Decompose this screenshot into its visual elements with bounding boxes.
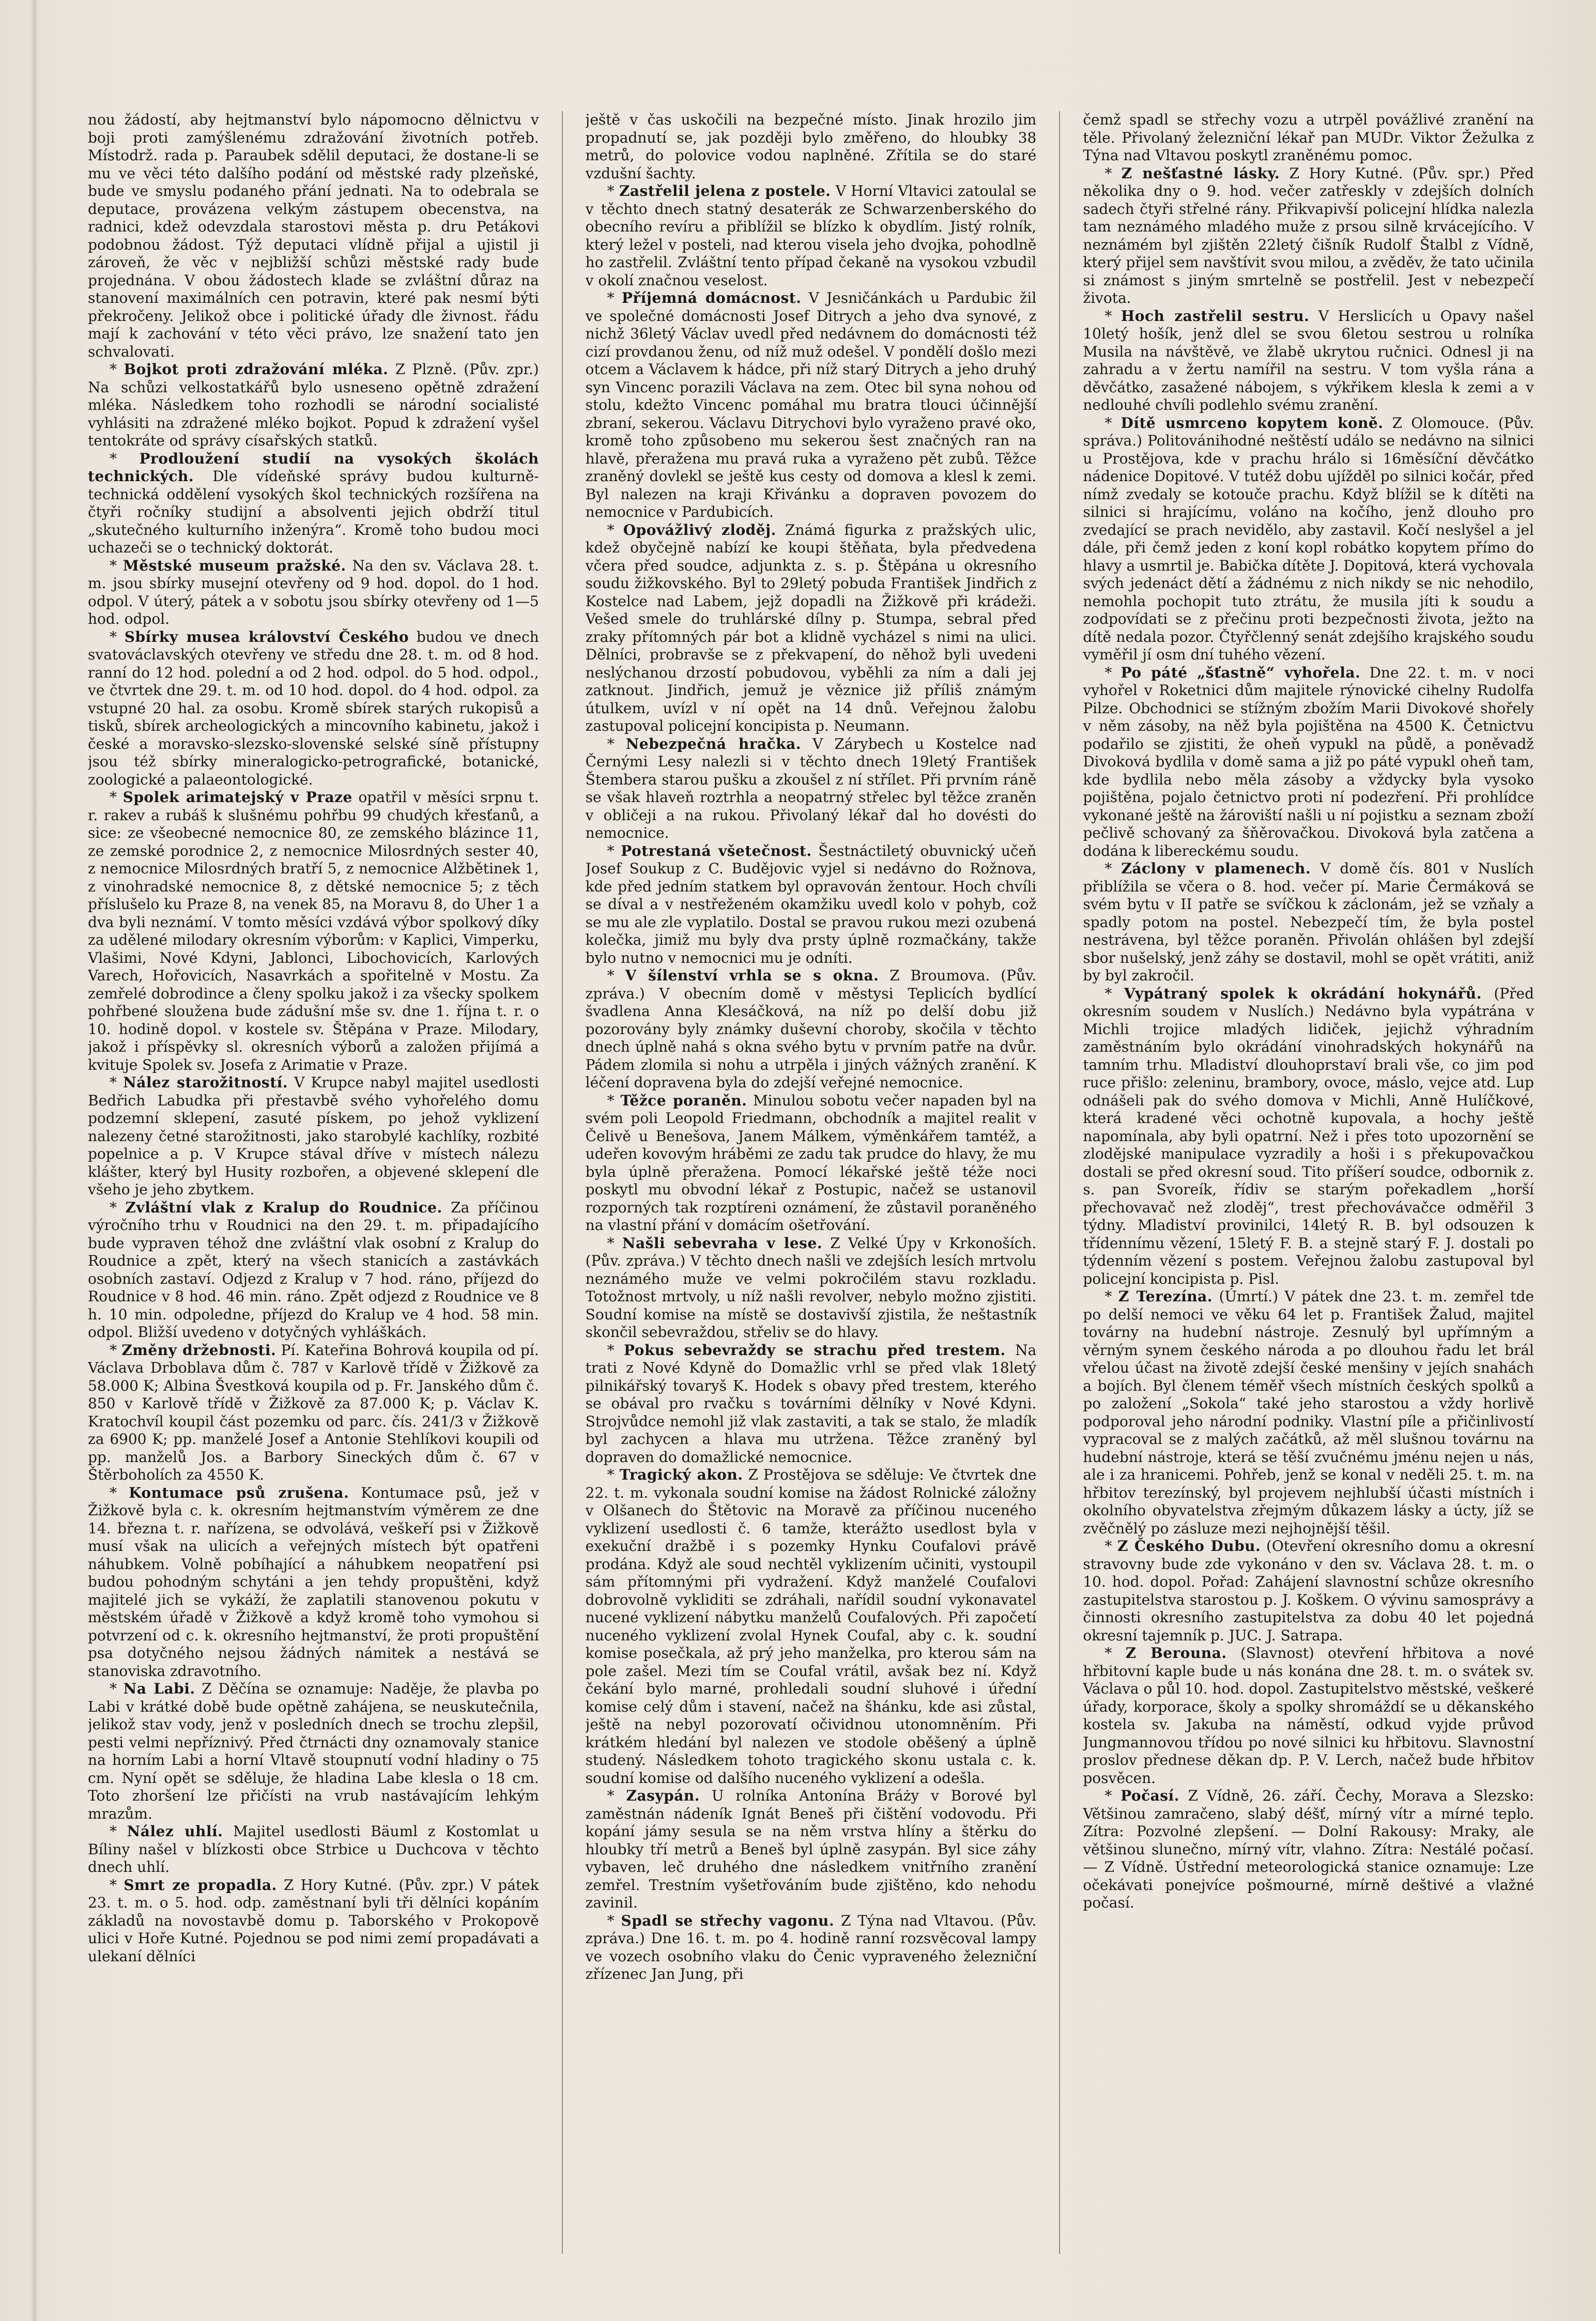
article: * Počasí. Z Vídně, 26. září. Čechy, Morava a Slezsko: Většinou zamračeno, slabý déšť, mírný vítr a mírné teplo. Zítra: Pozvolné zlepšení. — Dolní Rakousy: Mraky, ale většinou slunečno, mírný vítr, vlahno. Zítra: Nestálé počasí. — Z Vídně. Ústřední meteorologická stanice oznamuje: Lze očekávati ponejvíce pošmourné, mírně deštivé a vlažné počasí. xyxy=(1083,1787,1534,1911)
article-body: Kontumace psů, jež v Žižkově byla c. k. okresním hejtmanstvím výměrem ze dne 14. března t. r. nařízena, se odvolává, veškeří psi v Žižkově musí však na ulicích a veřejných místech být opatřeni náhubkem. Volně pobíhající a náhubkem neopatření psi budou pohodným schytáni a jen tehdy propuštěni, když majitelé jich se vykáží, že zaplatili stanovenou pokutu v městském úřadě v Žižkově a když kromě toho vymohou si potvrzení od c. k. okresního hejtmanství, že proti propuštění psa dotyčného nejsou žádných námitek a nestává se stanoviska zdravotního. xyxy=(88,1484,539,1680)
article-body: V domě čís. 801 v Nuslích přiblížila se včera o 8. hod. večer pí. Marie Čermáková se svém bytu v II patře se svíčkou k záclonám, jež se vzňaly a spadly potom na postel. Nebezpečí tím, že byla postel nestrávena, byl těžce poraněn. Přivolán ohlášen byl zdejší sbor nušelský, jenž záhy se dostavil, mohl se opět vrátiti, aniž by byl zakročil. xyxy=(1083,860,1534,984)
article: * Změny držebnosti. Pí. Kateřina Bohrová koupila od pí. Václava Drboblava dům č. 787 v Karlově třídě v Žižkově za 58.000 K; Albina Švestková koupila od p. Fr. Janského dům č. 850 v Karlově třídě v Žižkově za 87.000 K; p. Václav K. Kratochvíl koupil část pozemku od parc. čís. 241/3 v Žižkově za 6900 K; pp. manželé Josef a Antonie Stehlíkovi koupili od pp. manželů Jos. a Barbory Sineckých dům č. 67 v Štěrboholích za 4550 K. xyxy=(88,1341,539,1483)
article-headline: Pokus sebevraždy se strachu před trestem. xyxy=(624,1341,1006,1359)
article-body: Z Broumova. (Pův. zpráva.) V obecním domě v městysi Teplicích bydlící švadlena Anna Klesáčková, na níž po delší dobu již pozorovány byly známky duševní choroby, skočila v těchto dnech úplně nahá s okna svého bytu v prvním patře na dvůr. Pádem zlomila si nohu a utrpěla i jiných vážných zranění. K léčení dopravena byla do zdejší veřejné nemocnice. xyxy=(585,967,1037,1091)
article: * V šílenství vrhla se s okna. Z Broumova. (Pův. zpráva.) V obecním domě v městysi Teplicích bydlící švadlena Anna Klesáčková, na níž po delší dobu již pozorovány byly známky duševní choroby, skočila v těchto dnech úplně nahá s okna svého bytu v prvním patře na dvůr. Pádem zlomila si nohu a utrpěla i jiných vážných zranění. K léčení dopravena byla do zdejší veřejné nemocnice. xyxy=(585,967,1037,1091)
article-body: Za příčinou výročního trhu v Roudnici na den 29. t. m. připadajícího bude vypraven téhož dne zvláštní vlak osobní z Kralup do Roudnice a zpět, který na všech stanicích a zastávkách osobních zastaví. Odjezd z Kralup v 7 hod. ráno, příjezd do Roudnice v 8 hod. 46 min. ráno. Zpět odjezd z Roudnice ve 8 h. 10 min. odpoledne, příjezd do Kralup ve 4 hod. 58 min. odpol. Bližší uvedeno v dotyčných vyhláškách. xyxy=(88,1198,539,1341)
article-body: ještě v čas uskočili na bezpečné místo. Jinak hrozilo jim propadnutí se, jak později bylo změřeno, do hloubky 38 metrů, do polovice vodou naplněné. Zřítila se do staré vzdušní šachty. xyxy=(585,111,1037,182)
article-headline: Nebezpečná hračka. xyxy=(625,735,801,752)
article: * Spadl se střechy vagonu. Z Týna nad Vltavou. (Pův. zpráva.) Dne 16. t. m. po 4. hodině ranní rozsvěcoval lampy ve vozech osobního vlaku do Čenic vypraveného železniční zřízenec Jan Jung, při xyxy=(585,1912,1037,1982)
article-headline: Z Terezína. xyxy=(1118,1288,1213,1305)
article: * Po páté „šťastně“ vyhořela. Dne 22. t. m. v noci vyhořel v Roketnici dům majitele rýnovické cihelny Rudolfa Pilze. Obchodnici se stížným zbožím Marii Divokové shořely v něm zásoby, na něž byla pojištěna na 4500 K. Četnictvu podařilo se zjistiti, že oheň vypukl na půdě, a poněvadž Divoková bydlila v domě sama a již po páté vypukl oheň tam, kde bydlila nebo měla zásoby a vždycky byla vysoko pojištěna, pojalo četnictvo proti ní podezření. Při prohlídce vykonané ještě na žároviští našli u ní pojistku a seznam zboží pečlivě schovaný za šňěrovačkou. Divoková byla zatčena a dodána k libereckému soudu. xyxy=(1083,664,1534,859)
article-headline: Bojkot proti zdražování mléka. xyxy=(124,361,389,378)
article: * Zasypán. U rolníka Antonína Bráży v Borové byl zaměstnán nádeník Ignát Beneš při čištění vodovodu. Při kopání jámy sesula se na něm vrstva hlíny a štěrku do hloubky tří metrů a Beneš byl úplně zasypán. Byl sice záhy vybaven, leč druhého dne následkem vnitřního zranění zemřel. Trestním vyšetřováním bude zjištěno, kdo nehodu zavinil. xyxy=(585,1787,1037,1911)
article: * Tragický akon. Z Prostějova se sděluje: Ve čtvrtek dne 22. t. m. vykonala soudní komise na žádost Rolnické záložny v Olšanech do Štětovic na Moravě za příčinou nuceného vyklizení usedlosti č. 6 tamže, kterážto usedlost byla v exekuční dražbě i s pozemky Hynku Coufalovi právě prodána. Když ale soud nechtěl vyklizením učiniti, vystoupil sám přítomnými při vydražení. Když manželé Coufalovi dobrovolně vykliditi se zdráhali, nařídil soudní vykonavatel nucené vyklizení nábytku manželů Coufalových. Při započetí nuceného vyklizení zvolal Hynek Coufal, aby c. k. soudní komise posečkala, až prý jeho manželka, pro kterou sám na pole zašel. Mezi tím se Coufal vrátil, avšak bez ní. Když čekání bylo marné, prohledali soudní sluhové i úřední komise celý dům i stavení, načež na šhánku, kde asi zůstal, ještě na nebyl pozorovatí očividnou utonomněním. Při krátkém hledání byl nalezen ve stodole oběšený a úplně studený. Následkem tohoto tragického skonu ustala c. k. soudní komise od dalšího nuceného vyklizení a odešla. xyxy=(585,1466,1037,1787)
column-rule xyxy=(562,111,563,2254)
article-headline: Po páté „šťastně“ vyhořela. xyxy=(1121,664,1361,681)
article: * Hoch zastřelil sestru. V Herslicích u Opavy našel 10letý hošík, jenž dlel se svou 6letou sestrou u rolníka Musila na návštěvě, ve žlabě ukrytou ručnici. Odnesl ji na zahradu a v žertu namířil na sestru. V tom vyšla rána a děvčátko, zasažené nábojem, s výkřikem klesla k zemi a v nedlouhé chvíli podlehlo svému zranění. xyxy=(1083,307,1534,413)
article-body: Pí. Kateřina Bohrová koupila od pí. Václava Drboblava dům č. 787 v Karlově třídě v Žižkově za 58.000 K; Albina Švestková koupila od p. Fr. Janského dům č. 850 v Karlově třídě v Žižkově za 87.000 K; p. Václav K. Kratochvíl koupil část pozemku od parc. čís. 241/3 v Žižkově za 6900 K; pp. manželé Josef a Antonie Stehlíkovi koupili od pp. manželů Jos. a Barbory Sineckých dům č. 67 v Štěrboholích za 4550 K. xyxy=(88,1341,539,1483)
article-body: Minulou sobotu večer napaden byl na svém poli Leopold Friedmann, obchodník a majitel realit v Čelivě u Benešova, Janem Málkem, výměnkářem tamtéž, a udeřen kovovým hráběmi ze zadu tak prudce do hlavy, že mu byla úplně přeražena. Pomocí lékařské ještě téže noci poskytl mu obvodní lékař z Postupic, načež se ustanovil rozporných tak rozptíreni oznámení, že zůstavil poraněného na vlastní přání v domácím ošetřování. xyxy=(585,1092,1037,1234)
article-headline: Vypátraný spolek k okrádání hokynářů. xyxy=(1124,985,1482,1002)
article-body: Známá figurka z pražských ulic, kdež obyčejně nabízí ke koupi štěňata, byla předvedena včera před soudce, adjunkta z. s. p. Štěpána u okresního soudu žižkovského. Byl to 29letý pobuda František Jindřich z Kostelce nad Labem, jejž dopadli na Žižkově při krádeži. Vešed smele do truhlárské dílny p. Stumpa, sebral před zraky přítomných pár bot a klidně vycházel s nimi na ulici. Dělníci, probravše se z překvapení, do něhož byli uvedeni neslýchanou drzostí pobudovou, vyběhli za ním a dali jej zatknout. Jindřich, jemuž je věznice již příliš známým útulkem, uvízl v ní opět na 14 dnů. Veřejnou žalobu zastupoval policejní koncipista p. Neumann. xyxy=(585,521,1037,734)
article-body: Dle vídeňské správy budou kulturně-technická oddělení vysokých škol technických rozšířena na čtyři ročníky studijní a absolventi jejich obdrží titul „skutečného kulturního inženýra“. Kromě toho budou moci uchazeči se o technický doktorát. xyxy=(88,468,539,556)
column-2 xyxy=(586,111,1037,2254)
article xyxy=(1083,111,1534,165)
article-body: V Krupce nabyl majitel usedlosti Bedřich Labudka při přestavbě svého vyhořelého domu podzemní sklepení, zasuté pískem, po jehož vyklizení nalezeny četné starožitnosti, jako starobylé kachlíky, rozbité popelnice a p. V Krupce stával dříve v místech nálezu klášter, který byl Husity rozbořen, a objevené sklepení dle všeho je jeho zbytkem. xyxy=(88,1074,539,1198)
article-headline: Zvláštní vlak z Kralup do Roudnice. xyxy=(125,1198,442,1216)
article-headline: Hoch zastřelil sestru. xyxy=(1121,307,1310,325)
article: * Nález uhlí. Majitel usedlosti Bäuml z Kostomlat u Bíliny našel v blízkosti obce Strbice u Duchcova v těchto dnech uhlí. xyxy=(88,1823,539,1876)
article-headline: Prodloužení studií na vysokých školách technických. xyxy=(88,450,539,485)
article-headline: Z Českého Dubu. xyxy=(1117,1538,1261,1555)
text-columns xyxy=(88,111,1534,2254)
column-1 xyxy=(88,111,539,2254)
column-3 xyxy=(1083,111,1534,2254)
article-body: Z Velké Úpy v Krkonoších. (Pův. zpráva.) V těchto dnech našli ve zdejších lesích mrtvolu neznámého muže ve velmi pokročilém stavu rozkladu. Totožnost mrtvoly, u níž našli revolver, nebylo možno zjistiti. Soudní komise na místě se dostavivší zjistila, že neštastník skončil sebevraždou, střeliv se do hlavy. xyxy=(585,1234,1037,1341)
article-headline: Opovážlivý zloděj. xyxy=(623,521,776,539)
article-headline: Z nešťastné lásky. xyxy=(1121,164,1280,182)
article: * Z Terezína. (Úmrtí.) V pátek dne 23. t. m. zemřel tde po delší nemoci ve věku 64 let p. František Žalud, majitel továrny na hudební nástroje. Zesnulý byl upřímným a věrným synem českého národa a po dlouhou řadu let brál vřelou účast na životě zdejší české menšiny v jejích snahách a bojích. Byl členem téměř všech místních českých spolků a po založení „Sokola“ také jeho starostou a vždy horlivě podporoval jeho národní podniky. Vlastní píle a přičinlivostí vypracoval se z malých začátků, až měl slušnou továrnu na hudební nástroje, která se těší zvučnému jménu nejen u nás, ale i za hranicemi. Pohřeb, jenž se konal v neděli 25. t. m. na hřbitov terezínský, byl projevem nejhlubší účasti místních i okolního obyvatelstva zřejmým důkazem lásky a úcty, jíž se zvěčnělý po zásluze mezi nejhojnější těšil. xyxy=(1083,1288,1534,1537)
article-body: čemž spadl se střechy vozu a utrpěl povážlivé zranění na těle. Přivolaný železniční lékař pan MUDr. Viktor Žežulka z Týna nad Vltavou poskytl zraněnému pomoc. xyxy=(1083,111,1534,164)
article-body: Na trati z Nové Kdyně do Domažlic vrhl se před vlak 18letý pilnikářský tovaryš K. Hodek s obavy před trestem, kterého se obával pro rvačku s továrními dělníky v Nové Kdyni. Strojvůdce nemohl již vlak zastaviti, a tak se stalo, že mladík byl zachycen a hlava mu utržena. Těžce zraněný byl dopraven do domažlické nemocnice. xyxy=(585,1341,1037,1466)
article-headline: Těžce poraněn. xyxy=(620,1092,747,1109)
article xyxy=(586,111,1037,182)
article xyxy=(88,111,539,361)
article-body: U rolníka Antonína Bráży v Borové byl zaměstnán nádeník Ignát Beneš při čištění vodovodu. Při kopání jámy sesula se na něm vrstva hlíny a štěrku do hloubky tří metrů a Beneš byl úplně zasypán. Byl sice záhy vybaven, leč druhého dne následkem vnitřního zranění zemřel. Trestním vyšetřováním bude zjištěno, kdo nehodu zavinil. xyxy=(585,1787,1037,1911)
article-body: (Otevření okresního domu a okresní stravovny bude zde vykonáno v den sv. Václava 28. t. m. o 10. hod. dopol. Pořad: Zahájení slavnostní schůze okresního zastupitelstva starostou p. J. Koškem. O vývinu samosprávy a činnosti okresního zastupitelstva za dobu 40 let pojedná okresní tajemník p. JUC. J. Satrapa. xyxy=(1083,1538,1534,1644)
article-headline: Změny držebnosti. xyxy=(121,1341,277,1359)
article-body: (Úmrtí.) V pátek dne 23. t. m. zemřel tde po delší nemoci ve věku 64 let p. František Žalud, majitel továrny na hudební nástroje. Zesnulý byl upřímným a věrným synem českého národa a po dlouhou řadu let brál vřelou účast na životě zdejší české menšiny v jejích snahách a bojích. Byl členem téměř všech místních českých spolků a po založení „Sokola“ také jeho starostou a vždy horlivě podporoval jeho národní podniky. Vlastní píle a přičinlivostí vypracoval se z malých začátků, až měl slušnou továrnu na hudební nástroje, která se těší zvučnému jménu nejen u nás, ale i za hranicemi. Pohřeb, jenž se konal v neděli 25. t. m. na hřbitov terezínský, byl projevem nejhlubší účasti místních i okolního obyvatelstva zřejmým důkazem lásky a úcty, jíž se zvěčnělý po zásluze mezi nejhojnější těšil. xyxy=(1083,1288,1534,1537)
article: * Spolek arimatejský v Praze opatřil v měsíci srpnu t. r. rakev a rubáš k slušnému pohřbu 99 chudých křesťanů, a sice: ze všeobecné nemocnice 80, ze zemského blázince 11, ze zemské porodnice 2, z nemocnice Milosrdných sester 40, z nemocnice Milosrdných bratří 5, z nemocnice Alžbětinek 1, z vinohradské nemocnice 8, z dětské nemocnice 5; z těch příslušelo ku Praze 8, na venek 85, na Moravu 8, do Uher 1 a dva byli neznámí. V tomto měsíci vzdává výbor spolkový díky za udělené milodary okresním výborům: v Kaplici, Vimperku, Vlašimi, Nové Kdyni, Jablonci, Libochovicích, Karlových Varech, Hořovicích, Nasavrkách a spořitelně v Mostu. Za zemřelé dobrodince a členy spolku jakož i za všecky spolkem pohřbené sloužena bude zádušní mše sv. dne 1. října t. r. o 10. hodině dopol. v kostele sv. Štěpána v Praze. Milodary, jakož i příspěvky sl. okresních výborů a založen přijímá a kvituje Spolek sv. Josefa z Arimatie v Praze. xyxy=(88,789,539,1073)
article-body: Z Hory Kutné. (Pův. spr.) Před několika dny o 9. hod. večer zatřeskly v zdejších dolních sadech čtyři střelné rány. Přikvapivší policejní hlídka nalezla tam neznámého mladého muže z prsou silně krvácejícího. V neznámém byl zjištěn 22letý čišník Rudolf Štalbl z Vídně, který přijel sem navštívit svou milou, a zvěděv, že tato učinila si známost s jiným smrtelně se postřelil. Jest v nebezpečí života. xyxy=(1083,164,1534,306)
article-body: Z Děčína se oznamuje: Naděje, že plavba po Labi v krátké době bude opětně zahájena, se neuskutečnila, jelikož stav vody, jenž v posledních dnech se trochu zlepšil, pesti velmi nepříznivý. Před čtrnácti dny oznamovaly stanice na horním Labi a horní Vltavě stoupnutí vodní hladiny o 75 cm. Nyní opět se sděluje, že hladina Labe klesla o 18 cm. Toto zhoršení lze přičísti na vrub nastávajícím lehkým mrazům. xyxy=(88,1680,539,1822)
article-body: Z Prostějova se sděluje: Ve čtvrtek dne 22. t. m. vykonala soudní komise na žádost Rolnické záložny v Olšanech do Štětovic na Moravě za příčinou nuceného vyklizení usedlosti č. 6 tamže, kterážto usedlost byla v exekuční dražbě i s pozemky Hynku Coufalovi právě prodána. Když ale soud nechtěl vyklizením učiniti, vystoupil sám přítomnými při vydražení. Když manželé Coufalovi dobrovolně vykliditi se zdráhali, nařídil soudní vykonavatel nucené vyklizení nábytku manželů Coufalových. Při započetí nuceného vyklizení zvolal Hynek Coufal, aby c. k. soudní komise posečkala, až prý jeho manželka, pro kterou sám na pole zašel. Mezi tím se Coufal vrátil, avšak bez ní. Když čekání bylo marné, prohledali soudní sluhové i úřední komise celý dům i stavení, načež na šhánku, kde asi zůstal, ještě na nebyl pozorovatí očividnou utonomněním. Při krátkém hledání byl nalezen ve stodole oběšený a úplně studený. Následkem tohoto tragického skonu ustala c. k. soudní komise od dalšího nuceného vyklizení a odešla. xyxy=(585,1466,1037,1787)
article: * Potrestaná všetečnost. Šestnáctiletý obuvnický učeň Josef Soukup z C. Budějovic vyjel si nedávno do Rožnova, kde před jedním statkem byl opravován žentour. Hoch chvíli se díval a v nestřeženém okamžiku uvedl kolo v pohyb, což se mu ale zle vyplatilo. Dostal se pravou rukou mezi ozubená kolečka, jimiž mu byly dva prsty úplně rozmačkány, takže bylo nutno v nemocnici mu je odníti. xyxy=(585,842,1037,966)
article-headline: V šílenství vrhla se s okna. xyxy=(625,967,879,984)
article-body: opatřil v měsíci srpnu t. r. rakev a rubáš k slušnému pohřbu 99 chudých křesťanů, a sice: ze všeobecné nemocnice 80, ze zemského blázince 11, ze zemské porodnice 2, z nemocnice Milosrdných sester 40, z nemocnice Milosrdných bratří 5, z nemocnice Alžbětinek 1, z vinohradské nemocnice 8, z dětské nemocnice 5; z těch příslušelo ku Praze 8, na venek 85, na Moravu 8, do Uher 1 a dva byli neznámí. V tomto měsíci vzdává výbor spolkový díky za udělené milodary okresním výborům: v Kaplici, Vimperku, Vlašimi, Nové Kdyni, Jablonci, Libochovicích, Karlových Varech, Hořovicích, Nasavrkách a spořitelně v Mostu. Za zemřelé dobrodince a členy spolku jakož i za všecky spolkem pohřbené sloužena bude zádušní mše sv. dne 1. října t. r. o 10. hodině dopol. v kostele sv. Štěpána v Praze. Milodary, jakož i příspěvky sl. okresních výborů a založen přijímá a kvituje Spolek sv. Josefa z Arimatie v Praze. xyxy=(88,789,539,1073)
article-body: budou ve dnech svatováclavských otevřeny ve středu dne 28. t. m. od 8 hod. ranní do 12 hod. polední a od 2 hod. odpol. do 5 hod. odpol., ve čtvrtek dne 29. t. m. od 10 hod. dopol. do 4 hod. odpol. za vstupné 20 hal. za osobu. Kromě sbírek starých rukopisů a tisků, sbírek archeologických a mincovního kabinetu, jakož i české a moravsko-slezsko-slovenské selské síně přístupny jsou též sbírky mineralogicko-petrografické, botanické, zoologické a palaeontologické. xyxy=(88,628,539,788)
article: * Kontumace psů zrušena. Kontumace psů, jež v Žižkově byla c. k. okresním hejtmanstvím výměrem ze dne 14. března t. r. nařízena, se odvolává, veškeří psi v Žižkově musí však na ulicích a veřejných místech být opatřeni náhubkem. Volně pobíhající a náhubkem neopatření psi budou pohodným schytáni a jen tehdy propuštěni, když majitelé jich se vykáží, že zaplatili stanovenou pokutu v městském úřadě v Žižkově a když kromě toho vymohou si potvrzení od c. k. okresního hejtmanství, že proti propuštění psa dotyčného nejsou žádných námitek a nestává se stanoviska zdravotního. xyxy=(88,1484,539,1680)
article-body: (Před okresním soudem v Nuslích.) Nedávno byla vypátrána v Michli trojice mladých lidiček, jejichž výhradním zaměstnáním bylo okrádání vinohradských hokynářů na tamním trhu. Mladiství dlouhoprstaví brali vše, co jim pod ruce přišlo: zeleninu, brambory, ovoce, máslo, vejce atd. Lup odnášeli pak do svého domova v Michli, Anně Hulíčkové, která kradené věci ochotně kupovala, a hochy ještě napomínala, aby byli opatrní. Než i přes toto upozornění se zlodějské manipulace vyzradily a hoši i s překupovačkou dostali se před okresní soud. Tito příšerí soudce, odbornik z. s. pan Svoreík, řídiv se starým pořekadlem „horší přechovavač než zloděj“, trest přechovávačce odměřil 3 týdny. Mladiství provinilci, 14letý R. B. byl odsouzen k třídennímu vězení, 15letý F. B. a stejně starý F. J. dostali po týdenním vězení s postem. Veřejnou žalobu zastupoval byl policejní koncipista p. Pisl. xyxy=(1083,985,1534,1287)
article: * Prodloužení studií na vysokých školách technických. Dle vídeňské správy budou kulturně-technická oddělení vysokých škol technických rozšířena na čtyři ročníky studijní a absolventi jejich obdrží titul „skutečného kulturního inženýra“. Kromě toho budou moci uchazeči se o technický doktorát. xyxy=(88,450,539,556)
article-headline: Záclony v plamenech. xyxy=(1121,860,1311,877)
article-body: Z Týna nad Vltavou. (Pův. zpráva.) Dne 16. t. m. po 4. hodině ranní rozsvěcoval lampy ve vozech osobního vlaku do Čenic vypraveného železniční zřízenec Jan Jung, při xyxy=(585,1912,1037,1982)
article: * Nebezpečná hračka. V Zárybech u Kostelce nad Černými Lesy nalezli si v těchto dnech 19letý František Štembera starou pušku a zkoušel z ní střílet. Při prvním ráně se však hlaveň roztrhla a neopatrný střelec byl těžce zraněn v obličeji a na rukou. Přivolaný lékař dal ho dovésti do nemocnice. xyxy=(585,735,1037,841)
article-headline: Z Berouna. xyxy=(1125,1644,1227,1662)
article-body: Z Vídně, 26. září. Čechy, Morava a Slezsko: Většinou zamračeno, slabý déšť, mírný vítr a mírné teplo. Zítra: Pozvolné zlepšení. — Dolní Rakousy: Mraky, ale většinou slunečno, mírný vítr, vlahno. Zítra: Nestálé počasí. — Z Vídně. Ústřední meteorologická stanice oznamuje: Lze očekávati ponejvíce pošmourné, mírně deštivé a vlažné počasí. xyxy=(1083,1787,1534,1911)
article-body: Šestnáctiletý obuvnický učeň Josef Soukup z C. Budějovic vyjel si nedávno do Rožnova, kde před jedním statkem byl opravován žentour. Hoch chvíli se díval a v nestřeženém okamžiku uvedl kolo v pohyb, což se mu ale zle vyplatilo. Dostal se pravou rukou mezi ozubená kolečka, jimiž mu byly dva prsty úplně rozmačkány, takže bylo nutno v nemocnici mu je odníti. xyxy=(585,842,1037,966)
article-body: V Horní Vltavici zatoulal se v těchto dnech statný desaterák ze Schwarzenberského do obecního revíru a přiblížil se blízko k obydlím. Jistý rolník, který ležel v posteli, nad kterou visela jeho dvojka, pohodlně ho zastřelil. Zvláštní tento případ čekaně na vysokou vzbudil v okolí značnou veselost. xyxy=(585,182,1037,289)
article: * Z Českého Dubu. (Otevření okresního domu a okresní stravovny bude zde vykonáno v den sv. Václava 28. t. m. o 10. hod. dopol. Pořad: Zahájení slavnostní schůze okresního zastupitelstva starostou p. J. Koškem. O vývinu samosprávy a činnosti okresního zastupitelstva za dobu 40 let pojedná okresní tajemník p. JUC. J. Satrapa. xyxy=(1083,1538,1534,1644)
article-body: Z Hory Kutné. (Pův. zpr.) V pátek 23. t. m. o 5. hod. odp. zaměstnaní byli tři dělníci kopáním základů na novostavbě domu p. Taborského v Prokopově ulici v Hoře Kutné. Pojednou se pod nimi zemí propadávati a ulekaní dělníci xyxy=(88,1876,539,1965)
article-body: Na den sv. Václava 28. t. m. jsou sbírky musejní otevřeny od 9 hod. dopol. do 1 hod. odpol. V úterý, pátek a v sobotu jsou sbírky otevřeny od 1—5 hod. odpol. xyxy=(88,557,539,627)
article-headline: Dítě usmrceno kopytem koně. xyxy=(1121,414,1384,432)
article: * Těžce poraněn. Minulou sobotu večer napaden byl na svém poli Leopold Friedmann, obchodník a majitel realit v Čelivě u Benešova, Janem Málkem, výměnkářem tamtéž, a udeřen kovovým hráběmi ze zadu tak prudce do hlavy, že mu byla úplně přeražena. Pomocí lékařské ještě téže noci poskytl mu obvodní lékař z Postupic, načež se ustanovil rozporných tak rozptíreni oznámení, že zůstavil poraněného na vlastní přání v domácím ošetřování. xyxy=(585,1092,1037,1234)
article: * Dítě usmrceno kopytem koně. Z Olomouce. (Pův. správa.) Politovánihodné neštěstí událo se nedávno na silnici u Prostějova, kde v prachu hrálo si 16měsíční děvčátko nádenice Dopitové. V tutéž dobu ujížděl po silnici kočár, před nímž zvedaly se kotouče prachu. Když blížil se k dítěti na silnici si hrajícímu, voláno na kočího, jenž dlouho pro zvedající se prach nevidělo, aby zastavil. Kočí neslyšel a jel dále, při čemž jeden z koní kopl robátko kopytem přímo do hlavy a usmrtil je. Babička dítěte J. Dopitová, která vychovala svých jedenáct dětí a žádnému z nich nikdy se nic nehodilo, nemohla pochopit tuto ztrátu, že musila jíti k soudu a zodpovídati se z přečinu proti bezpečnosti života, ježto na dítě nedala pozor. Čtyřčlenný senát zdejšího krajského soudu vyměřil jí osm dní tuhého vězení. xyxy=(1083,414,1534,663)
article-body: Dne 22. t. m. v noci vyhořel v Roketnici dům majitele rýnovické cihelny Rudolfa Pilze. Obchodnici se stížným zbožím Marii Divokové shořely v něm zásoby, na něž byla pojištěna na 4500 K. Četnictvu podařilo se zjistiti, že oheň vypukl na půdě, a poněvadž Divoková bydlila v domě sama a již po páté vypukl oheň tam, kde bydlila nebo měla zásoby a vždycky byla vysoko pojištěna, pojalo četnictvo proti ní podezření. Při prohlídce vykonané ještě na žároviští našli u ní pojistku a seznam zboží pečlivě schovaný za šňěrovačkou. Divoková byla zatčena a dodána k libereckému soudu. xyxy=(1083,664,1534,859)
article-body: Majitel usedlosti Bäuml z Kostomlat u Bíliny našel v blízkosti obce Strbice u Duchcova v těchto dnech uhlí. xyxy=(88,1823,539,1876)
article-headline: Nález uhlí. xyxy=(127,1823,223,1840)
article-headline: Zastřelil jelena z postele. xyxy=(619,182,831,199)
article-headline: Našli sebevraha v lese. xyxy=(622,1234,823,1252)
article-headline: Spadl se střechy vagonu. xyxy=(621,1912,835,1929)
article: * Městské museum pražské. Na den sv. Václava 28. t. m. jsou sbírky musejní otevřeny od 9 hod. dopol. do 1 hod. odpol. V úterý, pátek a v sobotu jsou sbírky otevřeny od 1—5 hod. odpol. xyxy=(88,557,539,627)
article-headline: Příjemná domácnost. xyxy=(621,289,802,306)
article: * Na Labi. Z Děčína se oznamuje: Naděje, že plavba po Labi v krátké době bude opětně zahájena, se neuskutečnila, jelikož stav vody, jenž v posledních dnech se trochu zlepšil, pesti velmi nepříznivý. Před čtrnácti dny oznamovaly stanice na horním Labi a horní Vltavě stoupnutí vodní hladiny o 75 cm. Nyní opět se sděluje, že hladina Labe klesla o 18 cm. Toto zhoršení lze přičísti na vrub nastávajícím lehkým mrazům. xyxy=(88,1680,539,1822)
article: * Zvláštní vlak z Kralup do Roudnice. Za příčinou výročního trhu v Roudnici na den 29. t. m. připadajícího bude vypraven téhož dne zvláštní vlak osobní z Kralup do Roudnice a zpět, který na všech stanicích a zastávkách osobních zastaví. Odjezd z Kralup v 7 hod. ráno, příjezd do Roudnice v 8 hod. 46 min. ráno. Zpět odjezd z Roudnice ve 8 h. 10 min. odpoledne, příjezd do Kralup ve 4 hod. 58 min. odpol. Bližší uvedeno v dotyčných vyhláškách. xyxy=(88,1198,539,1341)
article-body: nou žádostí, aby hejtmanství bylo nápomocno dělnictvu v boji proti zamýšlenému zdražování životních potřeb. Místodrž. rada p. Paraubek sdělil deputaci, že dostane-li se mu ve věci této dalšího podání od městské rady plzeňské, bude ve smyslu podaného přání jednati. Na to odebrala se deputace, provázena velkým zástupem obecenstva, na radnici, kdež odevzdala starostovi města p. dru Petákovi podobnou žádost. Týž deputaci vlídně přijal a ujistil ji zároveň, že věc v nejbližší schůzi městské rady bude projednána. V obou žádostech klade se zvláštní důraz na stanovení maximálních cen potravin, které pak nesmí býti překročeny. Jelikož obce i politické úřady dle živnost. řádu mají k zachování v této věci právo, lze snažení tato jen schvalovati. xyxy=(88,111,539,360)
article: * Bojkot proti zdražování mléka. Z Plzně. (Pův. zpr.) Na schůzi velkostatkářů bylo usneseno opětně zdražení mléka. Následkem toho rozhodli se národní socialisté vyhlásiti na zdražené mléko bojkot. Popud k zdražení vyšel tentokráte od správy císařských statků. xyxy=(88,361,539,449)
article-headline: Počasí. xyxy=(1121,1787,1179,1804)
column-rule xyxy=(1059,111,1060,2254)
article: * Našli sebevraha v lese. Z Velké Úpy v Krkonoších. (Pův. zpráva.) V těchto dnech našli ve zdejších lesích mrtvolu neznámého muže ve velmi pokročilém stavu rozkladu. Totožnost mrtvoly, u níž našli revolver, nebylo možno zjistiti. Soudní komise na místě se dostavivší zjistila, že neštastník skončil sebevraždou, střeliv se do hlavy. xyxy=(585,1234,1037,1341)
article: * Sbírky musea království Českého budou ve dnech svatováclavských otevřeny ve středu dne 28. t. m. od 8 hod. ranní do 12 hod. polední a od 2 hod. odpol. do 5 hod. odpol., ve čtvrtek dne 29. t. m. od 10 hod. dopol. do 4 hod. odpol. za vstupné 20 hal. za osobu. Kromě sbírek starých rukopisů a tisků, sbírek archeologických a mincovního kabinetu, jakož i české a moravsko-slezsko-slovenské selské síně přístupny jsou též sbírky mineralogicko-petrografické, botanické, zoologické a palaeontologické. xyxy=(88,628,539,788)
article-headline: Nález starožitností. xyxy=(123,1074,288,1091)
article-body: V Zárybech u Kostelce nad Černými Lesy nalezli si v těchto dnech 19letý František Štembera starou pušku a zkoušel z ní střílet. Při prvním ráně se však hlaveň roztrhla a neopatrný střelec byl těžce zraněn v obličeji a na rukou. Přivolaný lékař dal ho dovésti do nemocnice. xyxy=(585,735,1037,841)
article: * Pokus sebevraždy se strachu před trestem. Na trati z Nové Kdyně do Domažlic vrhl se před vlak 18letý pilnikářský tovaryš K. Hodek s obavy před trestem, kterého se obával pro rvačku s továrními dělníky v Nové Kdyni. Strojvůdce nemohl již vlak zastaviti, a tak se stalo, že mladík byl zachycen a hlava mu utržena. Těžce zraněný byl dopraven do domažlické nemocnice. xyxy=(585,1341,1037,1466)
article-body: (Slavnost) otevření hřbitova a nové hřbitovní kaple bude u nás konána dne 28. t. m. o svátek sv. Václava o půl 10. hod. dopol. Zastupitelstvo městské, veškeré úřady, korporace, školy a spolky shromáždí se u děkanského kostela sv. Jakuba na náměstí, odkud vyjde průvod Jungmannovou třídou po nové silnici ku hřbitovu. Slavnostní proslov přednese děkan dp. P. V. Lerch, načež bude hřbitov posvěcen. xyxy=(1083,1644,1534,1787)
article-body: V Herslicích u Opavy našel 10letý hošík, jenž dlel se svou 6letou sestrou u rolníka Musila na návštěvě, ve žlabě ukrytou ručnici. Odnesl ji na zahradu a v žertu namířil na sestru. V tom vyšla rána a děvčátko, zasažené nábojem, s výkřikem klesla k zemi a v nedlouhé chvíli podlehlo svému zranění. xyxy=(1083,307,1534,413)
article: * Smrt ze propadla. Z Hory Kutné. (Pův. zpr.) V pátek 23. t. m. o 5. hod. odp. zaměstnaní byli tři dělníci kopáním základů na novostavbě domu p. Taborského v Prokopově ulici v Hoře Kutné. Pojednou se pod nimi zemí propadávati a ulekaní dělníci xyxy=(88,1876,539,1965)
article: * Příjemná domácnost. V Jesničánkách u Pardubic žil ve společné domácnosti Josef Ditrych a jeho dva synové, z nichž 36letý Václav uvedl před nedávnem do domácnosti též cizí provdanou ženu, od níž muž odešel. V pondělí došlo mezi otcem a Václavem k hádce, při níž starý Ditrych a jeho druhý syn Vincenc porazili Václava na zem. Otec bil syna nohou od stolu, kdežto Vincenc pomáhal mu bratra tlouci účinnější zbraní, sekerou. Václavu Ditrychovi bylo vyraženo pravé oko, kromě toho způsobeno mu sekerou šest značných ran na hlavě, přeražena mu pravá ruka a vyraženo pět zubů. Těžce zraněný dovlekl se ještě kus cesty od domova a klesl k zemi. Byl nalezen na kraji Křivánku a dopraven povozem do nemocnice v Pardubicích. xyxy=(585,289,1037,520)
article-headline: Potrestaná všetečnost. xyxy=(621,842,812,859)
article-body: V Jesničánkách u Pardubic žil ve společné domácnosti Josef Ditrych a jeho dva synové, z nichž 36letý Václav uvedl před nedávnem do domácnosti též cizí provdanou ženu, od níž muž odešel. V pondělí došlo mezi otcem a Václavem k hádce, při níž starý Ditrych a jeho druhý syn Vincenc porazili Václava na zem. Otec bil syna nohou od stolu, kdežto Vincenc pomáhal mu bratra tlouci účinnější zbraní, sekerou. Václavu Ditrychovi bylo vyraženo pravé oko, kromě toho způsobeno mu sekerou šest značných ran na hlavě, přeražena mu pravá ruka a vyraženo pět zubů. Těžce zraněný dovlekl se ještě kus cesty od domova a klesl k zemi. Byl nalezen na kraji Křivánku a dopraven povozem do nemocnice v Pardubicích. xyxy=(585,289,1037,520)
page-fold-shadow xyxy=(31,0,38,2321)
article-headline: Smrt ze propadla. xyxy=(124,1876,277,1894)
article: * Záclony v plamenech. V domě čís. 801 v Nuslích přiblížila se včera o 8. hod. večer pí. Marie Čermáková se svém bytu v II patře se svíčkou k záclonám, jež se vzňaly a spadly potom na postel. Nebezpečí tím, že byla postel nestrávena, byl těžce poraněn. Přivolán ohlášen byl zdejší sbor nušelský, jenž záhy se dostavil, mohl se opět vrátiti, aniž by byl zakročil. xyxy=(1083,860,1534,984)
article-headline: Městské museum pražské. xyxy=(122,557,346,574)
article: * Vypátraný spolek k okrádání hokynářů. (Před okresním soudem v Nuslích.) Nedávno byla vypátrána v Michli trojice mladých lidiček, jejichž výhradním zaměstnáním bylo okrádání vinohradských hokynářů na tamním trhu. Mladiství dlouhoprstaví brali vše, co jim pod ruce přišlo: zeleninu, brambory, ovoce, máslo, vejce atd. Lup odnášeli pak do svého domova v Michli, Anně Hulíčkové, která kradené věci ochotně kupovala, a hochy ještě napomínala, aby byli opatrní. Než i přes toto upozornění se zlodějské manipulace vyzradily a hoši i s překupovačkou dostali se před okresní soud. Tito příšerí soudce, odbornik z. s. pan Svoreík, řídiv se starým pořekadlem „horší přechovavač než zloděj“, trest přechovávačce odměřil 3 týdny. Mladiství provinilci, 14letý R. B. byl odsouzen k třídennímu vězení, 15letý F. B. a stejně starý F. J. dostali po týdenním vězení s postem. Veřejnou žalobu zastupoval byl policejní koncipista p. Pisl. xyxy=(1083,985,1534,1287)
article: * Opovážlivý zloděj. Známá figurka z pražských ulic, kdež obyčejně nabízí ke koupi štěňata, byla předvedena včera před soudce, adjunkta z. s. p. Štěpána u okresního soudu žižkovského. Byl to 29letý pobuda František Jindřich z Kostelce nad Labem, jejž dopadli na Žižkově při krádeži. Vešed smele do truhlárské dílny p. Stumpa, sebral před zraky přítomných pár bot a klidně vycházel s nimi na ulici. Dělníci, probravše se z překvapení, do něhož byli uvedeni neslýchanou drzostí pobudovou, vyběhli za ním a dali jej zatknout. Jindřich, jemuž je věznice již příliš známým útulkem, uvízl v ní opět na 14 dnů. Veřejnou žalobu zastupoval policejní koncipista p. Neumann. xyxy=(585,521,1037,734)
article: * Z Berouna. (Slavnost) otevření hřbitova a nové hřbitovní kaple bude u nás konána dne 28. t. m. o svátek sv. Václava o půl 10. hod. dopol. Zastupitelstvo městské, veškeré úřady, korporace, školy a spolky shromáždí se u děkanského kostela sv. Jakuba na náměstí, odkud vyjde průvod Jungmannovou třídou po nové silnici ku hřbitovu. Slavnostní proslov přednese děkan dp. P. V. Lerch, načež bude hřbitov posvěcen. xyxy=(1083,1644,1534,1787)
article-body: Z Olomouce. (Pův. správa.) Politovánihodné neštěstí událo se nedávno na silnici u Prostějova, kde v prachu hrálo si 16měsíční děvčátko nádenice Dopitové. V tutéž dobu ujížděl po silnici kočár, před nímž zvedaly se kotouče prachu. Když blížil se k dítěti na silnici si hrajícímu, voláno na kočího, jenž dlouho pro zvedající se prach nevidělo, aby zastavil. Kočí neslyšel a jel dále, při čemž jeden z koní kopl robátko kopytem přímo do hlavy a usmrtil je. Babička dítěte J. Dopitová, která vychovala svých jedenáct dětí a žádnému z nich nikdy se nic nehodilo, nemohla pochopit tuto ztrátu, že musila jíti k soudu a zodpovídati se z přečinu proti bezpečnosti života, ježto na dítě nedala pozor. Čtyřčlenný senát zdejšího krajského soudu vyměřil jí osm dní tuhého vězení. xyxy=(1083,414,1534,663)
article-headline: Zasypán. xyxy=(626,1787,700,1804)
article-body: Z Plzně. (Pův. zpr.) Na schůzi velkostatkářů bylo usneseno opětně zdražení mléka. Následkem toho rozhodli se národní socialisté vyhlásiti na zdražené mléko bojkot. Popud k zdražení vyšel tentokráte od správy císařských statků. xyxy=(88,361,539,449)
article: * Z nešťastné lásky. Z Hory Kutné. (Pův. spr.) Před několika dny o 9. hod. večer zatřeskly v zdejších dolních sadech čtyři střelné rány. Přikvapivší policejní hlídka nalezla tam neznámého mladého muže z prsou silně krvácejícího. V neznámém byl zjištěn 22letý čišník Rudolf Štalbl z Vídně, který přijel sem navštívit svou milou, a zvěděv, že tato učinila si známost s jiným smrtelně se postřelil. Jest v nebezpečí života. xyxy=(1083,164,1534,306)
article-headline: Spolek arimatejský v Praze xyxy=(122,789,352,806)
article: * Zastřelil jelena z postele. V Horní Vltavici zatoulal se v těchto dnech statný desaterák ze Schwarzenberského do obecního revíru a přiblížil se blízko k obydlím. Jistý rolník, který ležel v posteli, nad kterou visela jeho dvojka, pohodlně ho zastřelil. Zvláštní tento případ čekaně na vysokou vzbudil v okolí značnou veselost. xyxy=(585,182,1037,289)
article-headline: Kontumace psů zrušena. xyxy=(129,1484,349,1501)
article-headline: Sbírky musea království Českého xyxy=(124,628,409,645)
article-headline: Na Labi. xyxy=(123,1680,195,1697)
article-headline: Tragický akon. xyxy=(619,1466,743,1483)
article: * Nález starožitností. V Krupce nabyl majitel usedlosti Bedřich Labudka při přestavbě svého vyhořelého domu podzemní sklepení, zasuté pískem, po jehož vyklizení nalezeny četné starožitnosti, jako starobylé kachlíky, rozbité popelnice a p. V Krupce stával dříve v místech nálezu klášter, který byl Husity rozbořen, a objevené sklepení dle všeho je jeho zbytkem. xyxy=(88,1074,539,1198)
